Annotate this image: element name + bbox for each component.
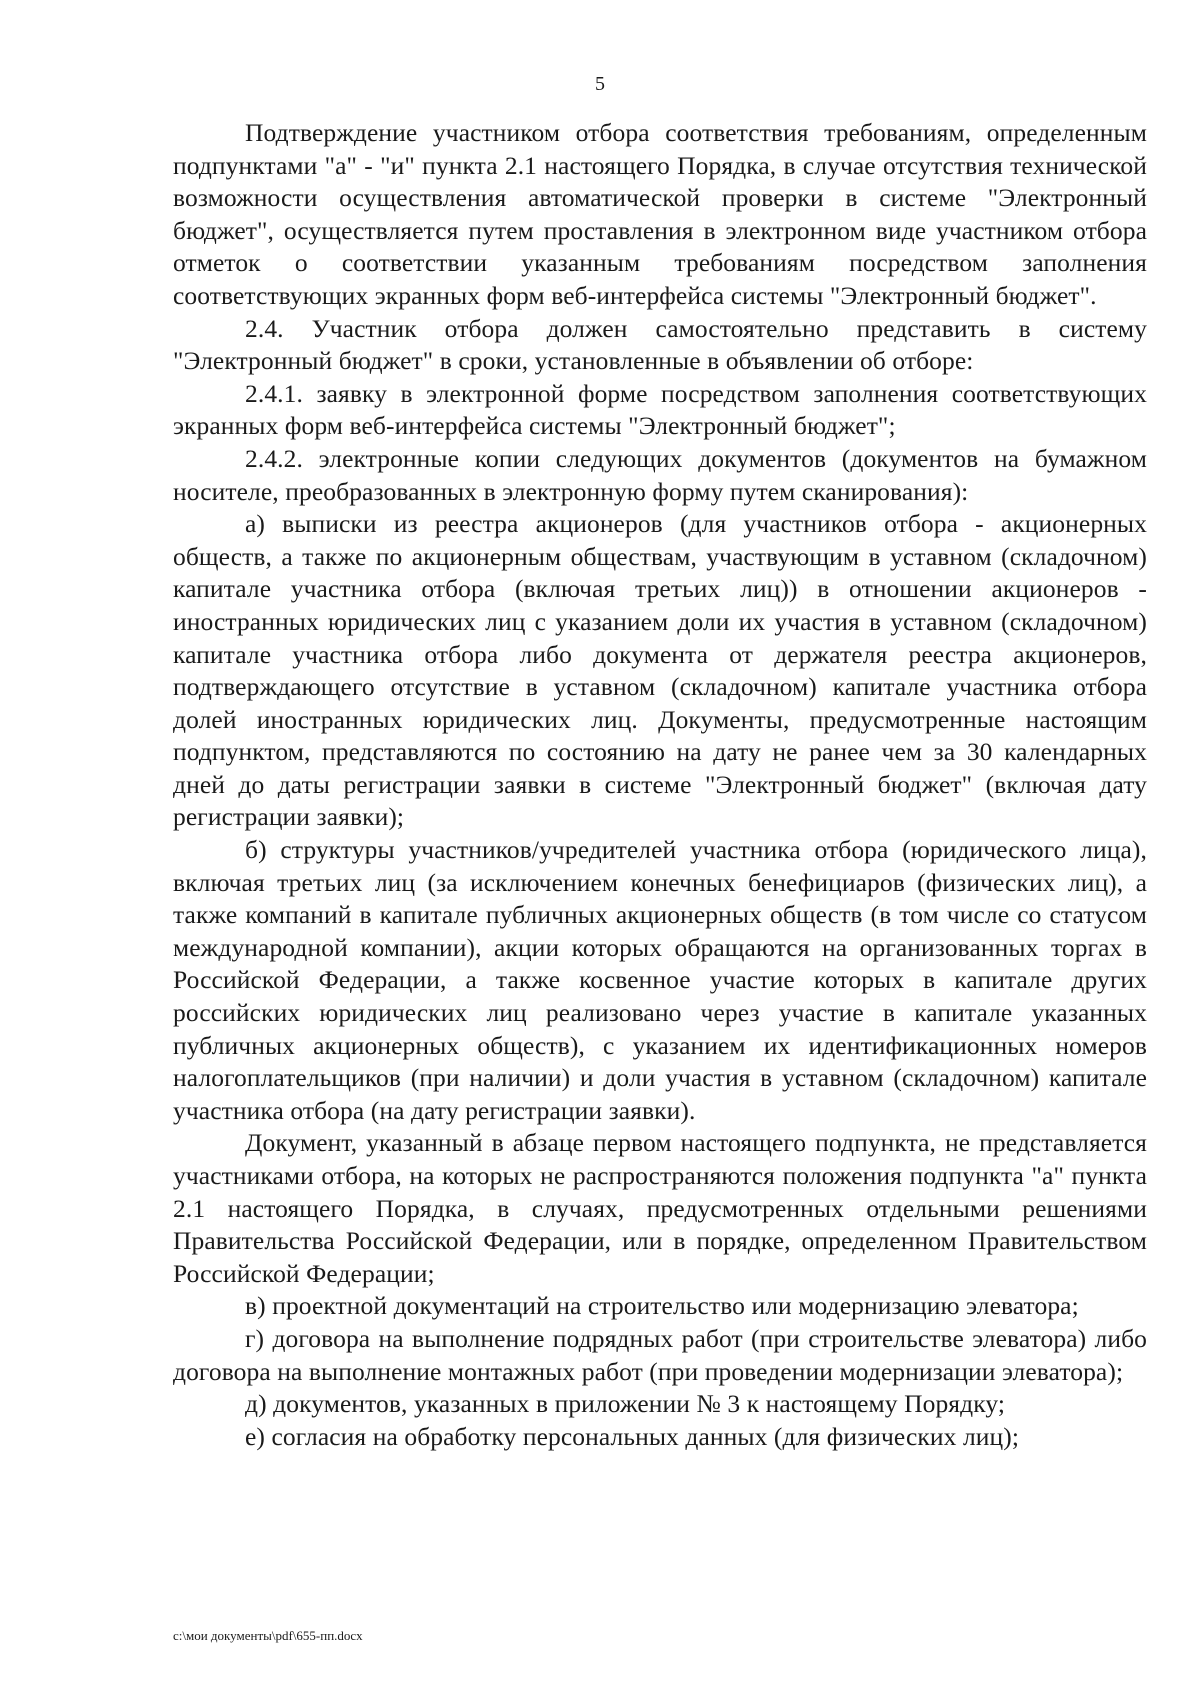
paragraph-document-note: Документ, указанный в абзаце первом настоящего подпункта, не представляется участниками отбора, на которых не распространяются положения подпункта "а" пункта 2.1 настоящего Порядка, в случаях, предусмотренных отдельными решениями Правительства Российской Федерации, или в порядке, определенном Правительством Российской Федерации; xyxy=(173,1128,1147,1288)
file-path-footer: c:\мои документы\pdf\655-пп.docx xyxy=(173,1628,363,1643)
paragraph-item-v: в) проектной документаций на строительство или модернизацию элеватора; xyxy=(245,1291,1079,1321)
paragraph-item-e: е) согласия на обработку персональных данных (для физических лиц); xyxy=(245,1421,1020,1451)
paragraph-2-4-1: 2.4.1. заявку в электронной форме посредством заполнения соответствующих экранных форм веб-интерфейса системы "Электронный бюджет"; xyxy=(173,378,1147,441)
paragraph-2-4: 2.4. Участник отбора должен самостоятельно представить в систему "Электронный бюджет" в сроки, установленные в объявлении об отборе: xyxy=(173,313,1147,376)
document-body xyxy=(173,117,1147,1453)
page-number: 5 xyxy=(595,73,605,95)
paragraph-confirmation: Подтверждение участником отбора соответствия требованиям, определенным подпунктами "а" - "и" пункта 2.1 настоящего Порядка, в случае отсутствия технической возможности осуществления автоматической проверки в системе "Электронный бюджет", осуществляется путем проставления в электронном виде участником отбора отметок о соответствии указанным требованиям посредством заполнения соответствующих экранных форм веб-интерфейса системы "Электронный бюджет". xyxy=(173,118,1147,310)
paragraph-item-b: б) структуры участников/учредителей участника отбора (юридического лица), включая третьих лиц (за исключением конечных бенефициаров (физических лиц), а также компаний в капитале публичных акционерных обществ (в том числе со статусом международной компании), акции которых обращаются на организованных торгах в Российской Федерации, а также косвенное участие которых в капитале других российских юридических лиц реализовано через участие в капитале указанных публичных акционерных обществ), с указанием их идентификационных номеров налогоплательщиков (при наличии) и доли участия в уставном (складочном) капитале участника отбора (на дату регистрации заявки). xyxy=(173,835,1147,1125)
paragraph-item-g: г) договора на выполнение подрядных работ (при строительстве элеватора) либо договора на выполнение монтажных работ (при проведении модернизации элеватора); xyxy=(173,1323,1147,1386)
paragraph-2-4-2: 2.4.2. электронные копии следующих документов (документов на бумажном носителе, преобразованных в электронную форму путем сканирования): xyxy=(173,443,1147,506)
paragraph-item-a: а) выписки из реестра акционеров (для участников отбора - акционерных обществ, а также по акционерным обществам, участвующим в уставном (складочном) капитале участника отбора (включая третьих лиц)) в отношении акционеров - иностранных юридических лиц с указанием доли их участия в уставном (складочном) капитале участника отбора либо документа от держателя реестра акционеров, подтверждающего отсутствие в уставном (складочном) капитале участника отбора долей иностранных юридических лиц. Документы, предусмотренные настоящим подпунктом, представляются по состоянию на дату не ранее чем за 30 календарных дней до даты регистрации заявки в системе "Электронный бюджет" (включая дату регистрации заявки); xyxy=(173,509,1147,832)
paragraph-item-d: д) документов, указанных в приложении № 3 к настоящему Порядку; xyxy=(245,1389,1006,1419)
